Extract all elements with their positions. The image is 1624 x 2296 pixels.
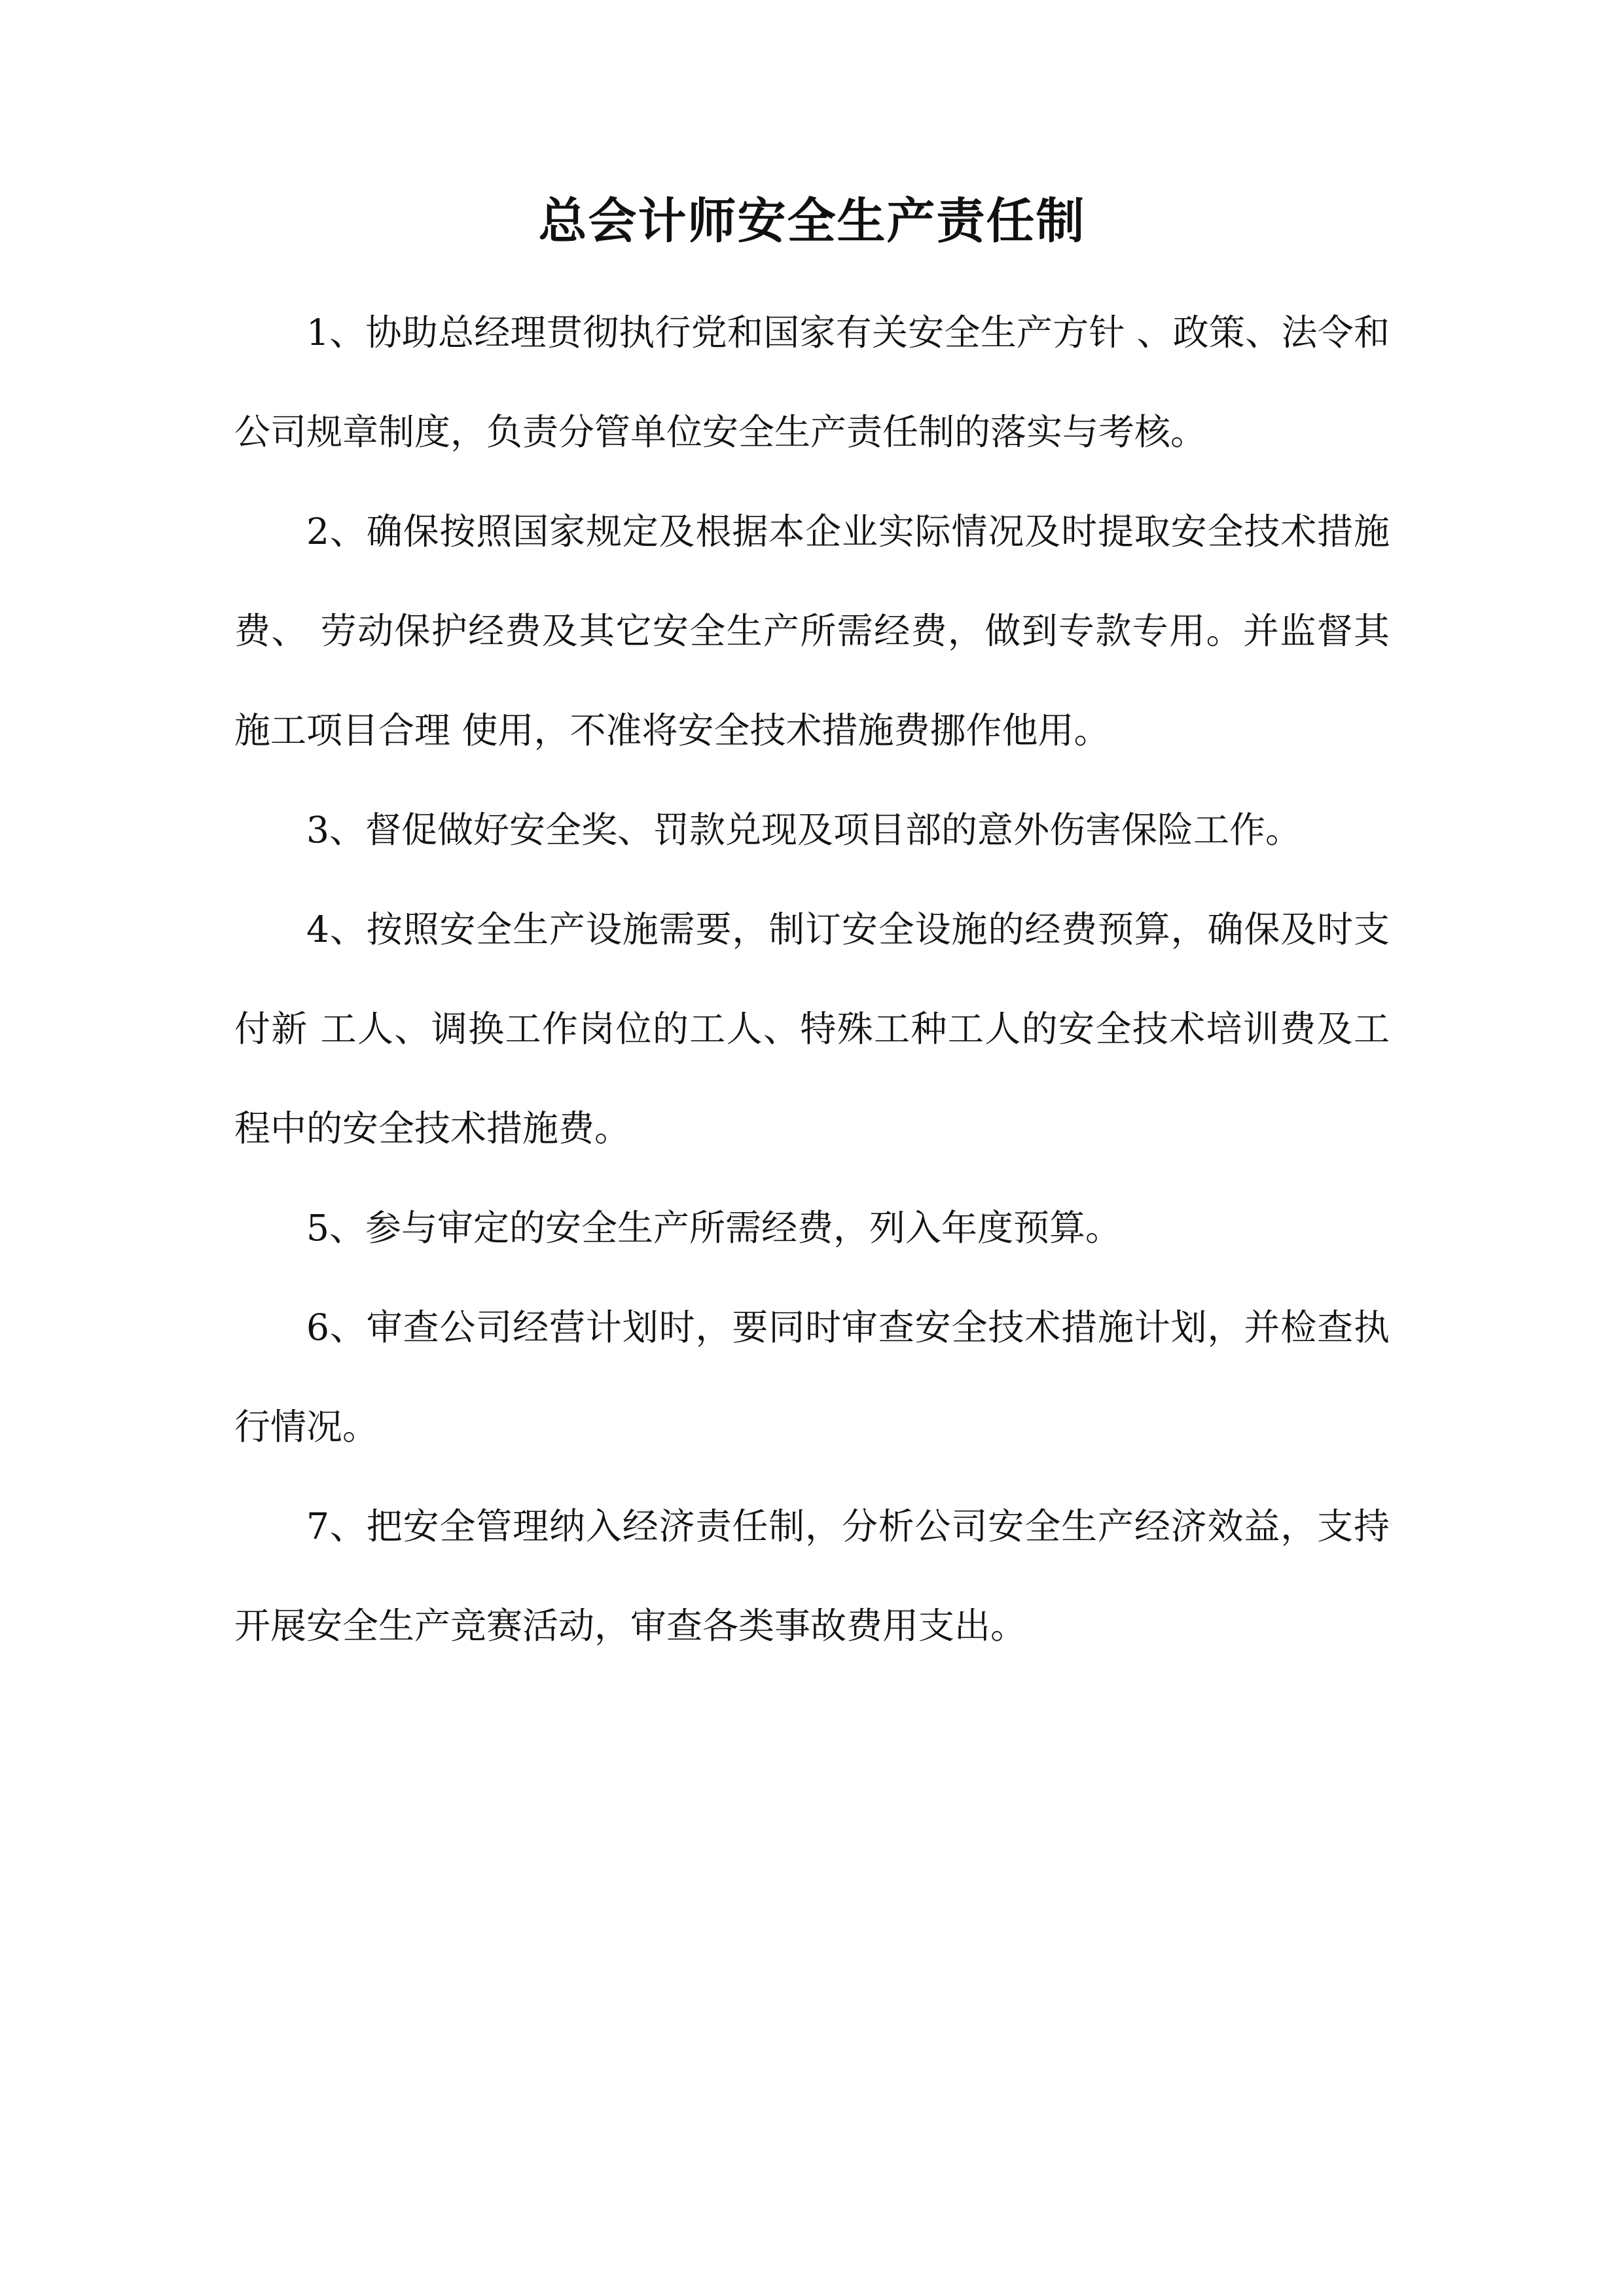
clause-6: 6、审查公司经营计划时，要同时审查安全技术措施计划，并检查执行情况。 <box>234 1306 1390 1448</box>
document-title: 总会计师安全生产责任制 <box>538 192 1086 249</box>
clause-5: 5、参与审定的安全生产所需经费，列入年度预算。 <box>306 1207 1121 1249</box>
clause-2: 2、确保按照国家规定及根据本企业实际情况及时提取安全技术措施费、 劳动保护经费及其它安全生产所需经费，做到专款专用。并监督其施工项目合理 使用，不准将安全技术措施费挪作他用。 <box>234 511 1390 751</box>
clause-3: 3、督促做好安全奖、罚款兑现及项目部的意外伤害保险工作。 <box>306 809 1301 851</box>
clause-7: 7、把安全管理纳入经济责任制，分析公司安全生产经济效益，支持开展安全生产竞赛活动，审查各类事故费用支出。 <box>234 1505 1390 1647</box>
responsibility-list <box>234 283 1390 1676</box>
clause-1: 1、协助总经理贯彻执行党和国家有关安全生产方针 、政策、法令和公司规章制度，负责分管单位安全生产责任制的落实与考核。 <box>234 312 1390 453</box>
clause-4: 4、按照安全生产设施需要，制订安全设施的经费预算，确保及时支付新 工人、调换工作岗位的工人、特殊工种工人的安全技术培训费及工程中的安全技术措施费。 <box>234 908 1390 1149</box>
